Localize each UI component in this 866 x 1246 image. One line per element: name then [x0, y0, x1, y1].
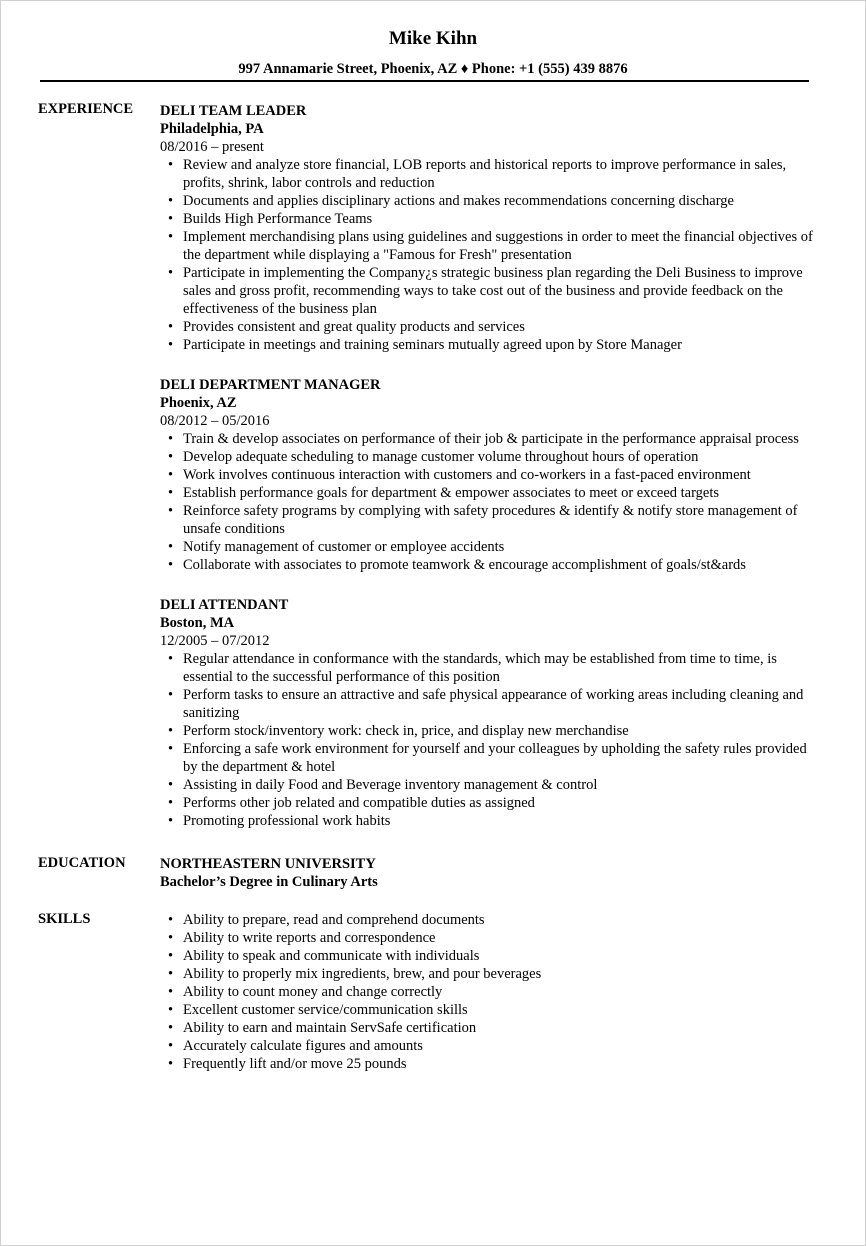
list-item: • Excellent customer service/communication skills	[160, 1001, 820, 1019]
list-item: • Work involves continuous interaction with customers and co-workers in a fast-paced environment	[160, 466, 820, 484]
job-dates: 08/2012 – 05/2016	[160, 413, 270, 429]
list-item: • Enforcing a safe work environment for yourself and your colleagues by upholding the safety rules provided by the department & hotel	[160, 740, 820, 776]
list-item: • Promoting professional work habits	[160, 812, 820, 830]
list-item: • Assisting in daily Food and Beverage inventory management & control	[160, 776, 820, 794]
list-item: • Review and analyze store financial, LOB reports and historical reports to improve performance in sales, profits, shrink, labor controls and reduction	[160, 156, 820, 192]
list-item: • Ability to speak and communicate with individuals	[160, 947, 820, 965]
list-item: • Develop adequate scheduling to manage customer volume throughout hours of operation	[160, 448, 820, 466]
list-item: • Participate in implementing the Company¿s strategic business plan regarding the Deli Business to improve sales and gross profit, recommending ways to take cost out of the business and provide feedback on the effectiveness of the business plan	[160, 264, 820, 318]
list-item: • Establish performance goals for department & empower associates to meet or exceed targets	[160, 484, 820, 502]
job-location: Boston, MA	[160, 615, 235, 631]
list-item: • Frequently lift and/or move 25 pounds	[160, 1055, 820, 1073]
education-entry	[160, 855, 820, 891]
job-dates: 08/2016 – present	[160, 139, 264, 155]
list-item: • Train & develop associates on performance of their job & participate in the performance appraisal process	[160, 430, 820, 448]
list-item: • Builds High Performance Teams	[160, 210, 820, 228]
skills-entry	[160, 911, 820, 1073]
list-item: • Accurately calculate figures and amounts	[160, 1037, 820, 1055]
list-item: • Ability to earn and maintain ServSafe certification	[160, 1019, 820, 1037]
job-entry	[160, 376, 820, 574]
section-label-skills: SKILLS	[38, 911, 91, 927]
job-location: Phoenix, AZ	[160, 395, 237, 411]
job-entry	[160, 102, 820, 354]
list-item: • Collaborate with associates to promote teamwork & encourage accomplishment of goals/st&ards	[160, 556, 820, 574]
job-location: Philadelphia, PA	[160, 121, 264, 137]
list-item: • Ability to write reports and correspondence	[160, 929, 820, 947]
job-bullet-list	[160, 156, 820, 354]
job-bullet-list	[160, 650, 820, 830]
skills-list	[160, 911, 820, 1073]
candidate-name: Mike Kihn	[388, 28, 478, 49]
contact-line: 997 Annamarie Street, Phoenix, AZ ♦ Phone: +1 (555) 439 8876	[238, 61, 628, 77]
job-title: DELI TEAM LEADER	[160, 103, 307, 119]
list-item: • Performs other job related and compatible duties as assigned	[160, 794, 820, 812]
list-item: • Regular attendance in conformance with the standards, which may be established from time to time, is essential to the successful performance of this position	[160, 650, 820, 686]
job-entry	[160, 596, 820, 830]
job-title: DELI ATTENDANT	[160, 597, 289, 613]
section-label-experience: EXPERIENCE	[38, 101, 134, 117]
list-item: • Implement merchandising plans using guidelines and suggestions in order to meet the financial objectives of the department while displaying a "Famous for Fresh" presentation	[160, 228, 820, 264]
list-item: • Participate in meetings and training seminars mutually agreed upon by Store Manager	[160, 336, 820, 354]
list-item: • Perform stock/inventory work: check in, price, and display new merchandise	[160, 722, 820, 740]
job-title: DELI DEPARTMENT MANAGER	[160, 377, 381, 393]
school-name: NORTHEASTERN UNIVERSITY	[160, 856, 376, 872]
section-label-education: EDUCATION	[38, 855, 126, 871]
job-dates: 12/2005 – 07/2012	[160, 633, 270, 649]
list-item: • Ability to count money and change correctly	[160, 983, 820, 1001]
list-item: • Notify management of customer or employee accidents	[160, 538, 820, 556]
header-divider	[40, 80, 809, 82]
list-item: • Ability to prepare, read and comprehend documents	[160, 911, 820, 929]
list-item: • Documents and applies disciplinary actions and makes recommendations concerning discharge	[160, 192, 820, 210]
degree: Bachelor’s Degree in Culinary Arts	[160, 874, 378, 890]
list-item: • Perform tasks to ensure an attractive and safe physical appearance of working areas including cleaning and sanitizing	[160, 686, 820, 722]
job-bullet-list	[160, 430, 820, 574]
list-item: • Reinforce safety programs by complying with safety procedures & identify & notify store management of unsafe conditions	[160, 502, 820, 538]
list-item: • Ability to properly mix ingredients, brew, and pour beverages	[160, 965, 820, 983]
list-item: • Provides consistent and great quality products and services	[160, 318, 820, 336]
